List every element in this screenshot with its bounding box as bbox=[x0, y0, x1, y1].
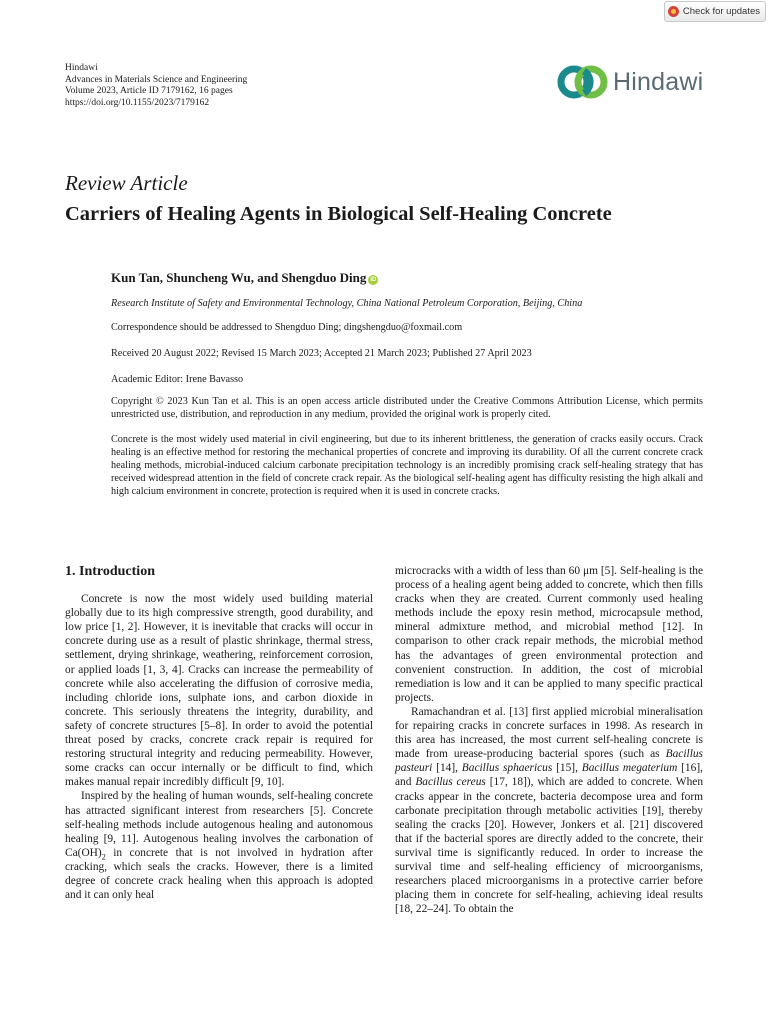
journal-name: Advances in Materials Science and Engineering bbox=[65, 74, 248, 85]
copyright-notice: Copyright © 2023 Kun Tan et al. This is an open access article distributed under the Creative Commons Attribution License, which permits unrestricted use, distribution, and reproduction in any medium, provided the original work is properly cited. bbox=[111, 396, 703, 420]
right-paragraph-2 bbox=[395, 705, 703, 916]
author-list bbox=[111, 270, 378, 286]
abstract: Concrete is the most widely used material in civil engineering, but due to its inherent brittleness, the generation of cracks easily occurs. Crack healing is an effective method for restoring the mechanical properties of concrete and improving its durability. Of all the current concrete crack healing methods, microbial-induced calcium carbonate precipitation technology is an incredibly promising crack self-healing strategy that has received widespread attention in the field of concrete crack repair. As the biological self-healing agent has difficulty resisting the high alkali and high calcium environment in concrete, protection is required when it is used in concrete cracks. bbox=[111, 434, 703, 497]
right-paragraph-1: microcracks with a width of less than 60 μm [5]. Self-healing is the process of a healing agent being added to concrete, which then fills cracks when they are created. Current commonly used healing methods include the epoxy resin method, microcapsule method, mineral admixture method, and microbial method [12]. In comparison to other crack repair methods, the microbial method has the advantages of green environmental protection and convenient construction. In addition, the cost of microbial remediation is low and it can be applied to many specific practical projects. bbox=[395, 565, 703, 704]
species-name: Bacillus megaterium bbox=[581, 762, 678, 775]
right-p2-text-e: [17, 18]), which are added to concrete. When cracks appear in the concrete, bacteria decompose urea and form carbonate precipitation through metabolic activities [19], thereby sealing the cracks [20]. However, Jonkers et al. [21] discovered that if the bacterial spores are directly added to the concrete, their survival time is significantly reduced. In order to increase the survival time and self-healing efficiency of microorganisms, researchers placed microorganisms in a protective carrier before placing them in concrete for self-healing, achieving ideal results [18, 22–24]. To obtain the bbox=[395, 776, 704, 916]
doi-link[interactable]: https://doi.org/10.1155/2023/7179162 bbox=[65, 97, 210, 108]
hindawi-logo bbox=[557, 62, 703, 102]
logo-text: Hindawi bbox=[613, 67, 704, 96]
check-for-updates-label: Check for updates bbox=[682, 6, 760, 17]
right-p2-text-a: Ramachandran et al. [13] first applied microbial mineralisation for repairing cracks in concrete surfaces in 1998. As research in this area has increased, the most current self-healing concrete is made from urease-producing bacterial spores (such as bbox=[395, 705, 703, 761]
hindawi-logo-icon bbox=[557, 62, 609, 102]
intro-paragraph-1: Concrete is now the most widely used building material globally due to its high compressive strength, good durability, and low price [1, 2]. However, it is inevitable that cracks will occur in concrete during use as a result of plastic shrinkage, thermal stress, settlement, drying shrinkage, weathering, reinforcement corrosion, or applied loads [1, 3, 4]. Cracks can increase the permeability of concrete while also accelerating the diffusion of corrosive media, including chloride ions, sulphate ions, and carbon dioxide in concrete. This seriously threatens the integrity, durability, and safety of concrete structures [5–8]. In order to avoid the potential threat posed by cracks, concrete crack repair is required for restoring structural integrity and reducing permeability. However, some cracks can occur internally or be difficult to find, which makes manual repair incredibly difficult [9, 10]. bbox=[65, 593, 373, 789]
species-name: Bacillus sphaericus bbox=[461, 762, 553, 775]
section-heading-introduction: 1. Introduction bbox=[65, 564, 155, 579]
intro-p2-subscript: 2 bbox=[101, 852, 106, 862]
right-column bbox=[395, 564, 703, 916]
species-name: Bacillus pasteuri bbox=[395, 748, 703, 775]
crossmark-icon bbox=[668, 6, 679, 17]
intro-p2-text-b: in concrete that is not involved in hydration after cracking, which seals the cracks. However, there is a limited degree of concrete crack healing when this approach is adopted and it can only heal bbox=[65, 846, 373, 902]
right-p2-text-b: [14], bbox=[432, 762, 462, 775]
authors-text: Kun Tan, Shuncheng Wu, and Shengduo Ding bbox=[111, 270, 367, 285]
check-for-updates-button[interactable] bbox=[664, 1, 766, 22]
right-p2-text-c: [15], bbox=[552, 762, 582, 775]
left-column bbox=[65, 565, 373, 902]
volume-info: Volume 2023, Article ID 7179162, 16 pages bbox=[65, 86, 233, 97]
affiliation: Research Institute of Safety and Environmental Technology, China National Petroleum Corporation, Beijing, China bbox=[111, 298, 583, 309]
journal-meta bbox=[65, 63, 247, 109]
academic-editor: Academic Editor: Irene Bavasso bbox=[111, 374, 244, 385]
right-p2-text-d: [16], and bbox=[395, 762, 703, 789]
intro-p2-text-a: Inspired by the healing of human wounds, self-healing concrete has attracted significant interest from researchers [5]. Concrete self-healing methods include autogenous healing and autonomous healing [9, 11]. Autogenous healing involves the carbonation of Ca(OH) bbox=[65, 790, 373, 859]
article-type: Review Article bbox=[65, 171, 188, 195]
article-title: Carriers of Healing Agents in Biological Self-Healing Concrete bbox=[65, 203, 612, 225]
species-name: Bacillus cereus bbox=[415, 776, 486, 789]
publisher-name: Hindawi bbox=[65, 63, 98, 73]
article-dates: Received 20 August 2022; Revised 15 March 2023; Accepted 21 March 2023; Published 27 April 2023 bbox=[111, 348, 532, 359]
intro-paragraph-2 bbox=[65, 789, 373, 902]
correspondence: Correspondence should be addressed to Shengduo Ding; dingshengduo@foxmail.com bbox=[111, 322, 463, 333]
orcid-icon[interactable]: iD bbox=[370, 277, 377, 283]
